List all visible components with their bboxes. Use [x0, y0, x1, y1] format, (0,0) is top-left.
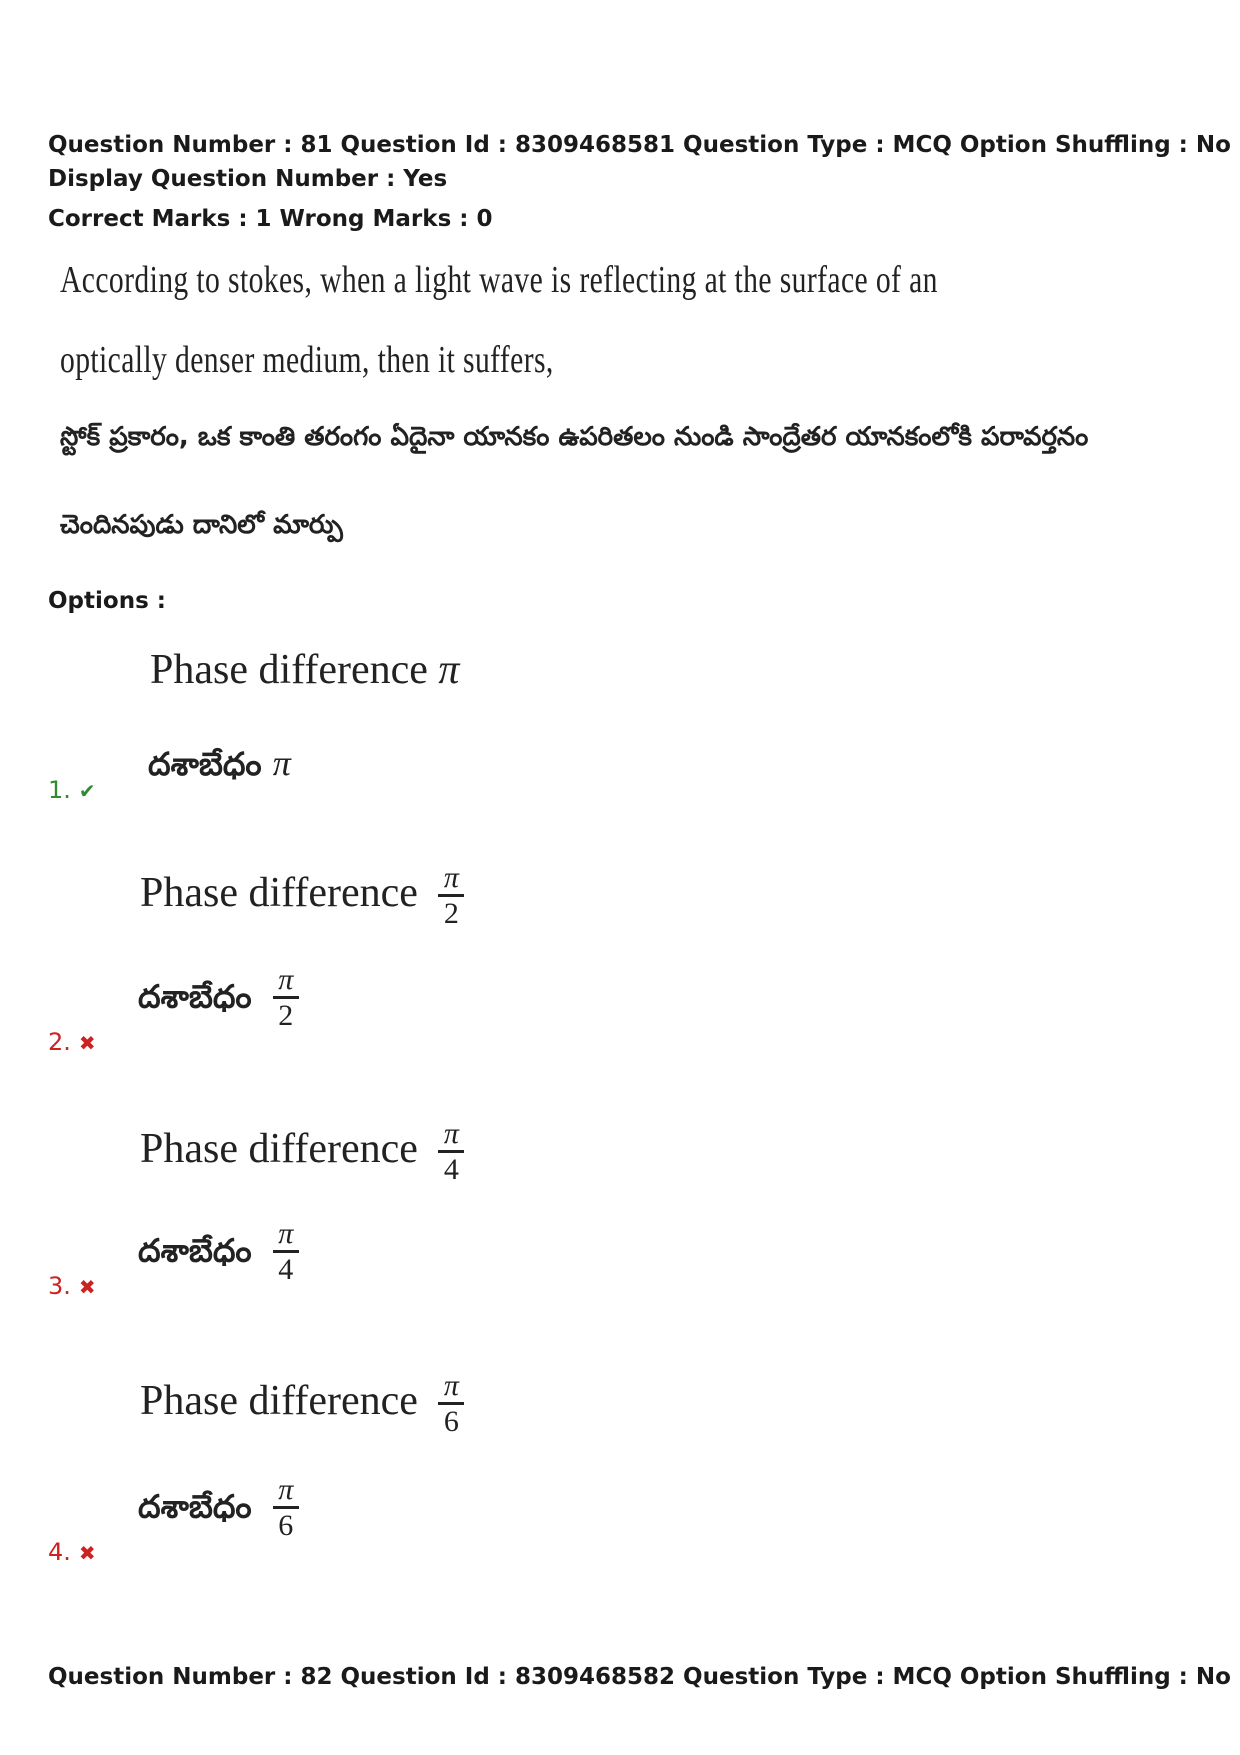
- question-text-te-line1: స్టోక్ ప్రకారం, ఒక కాంతి తరంగం ఏదైనా యానకం ఉపరితలం నుండి సాంద్రేతర యానకంలోకి పరావర్తనం: [60, 422, 1089, 452]
- cross-icon: ✖: [78, 1275, 96, 1299]
- option-3-fraction: $\frac{\pi}{4}$: [438, 1118, 464, 1187]
- option-4-text-en: Phase difference $\frac{\pi}{6}$: [140, 1370, 464, 1439]
- option-1-text-te: దశాబేధం π: [148, 743, 291, 783]
- option-2-fraction: $\frac{\pi}{2}$: [438, 862, 464, 931]
- next-question-header: Question Number : 82 Question Id : 8309468582 Question Type : MCQ Option Shuffling : No: [48, 1664, 1231, 1690]
- cross-icon: ✖: [78, 1031, 96, 1055]
- cross-icon: ✖: [78, 1541, 96, 1565]
- option-3-number: 3. ✖: [48, 1272, 96, 1300]
- option-1-pi: π: [438, 647, 460, 693]
- option-4-fraction: $\frac{\pi}{6}$: [438, 1370, 464, 1439]
- option-4-text-te: దశాబేధం $\frac{\pi}{6}$: [138, 1474, 299, 1543]
- option-4-number: 4. ✖: [48, 1538, 96, 1566]
- display-question-number: Display Question Number : Yes: [48, 166, 448, 192]
- option-2-text-en: Phase difference $\frac{\pi}{2}$: [140, 862, 464, 931]
- question-text-en-line1: According to stokes, when a light wave is reflecting at the surface of an: [60, 259, 938, 301]
- check-icon: ✔: [78, 779, 96, 803]
- option-2-text-te: దశాబేధం $\frac{\pi}{2}$: [138, 964, 299, 1033]
- option-2-te-fraction: $\frac{\pi}{2}$: [273, 964, 299, 1033]
- question-header: Question Number : 81 Question Id : 8309468581 Question Type : MCQ Option Shuffling : No: [48, 132, 1231, 158]
- options-label: Options :: [48, 588, 166, 614]
- option-1-te-pi: π: [272, 743, 291, 783]
- question-text-te-line2: చెందినపుడు దానిలో మార్పు: [60, 510, 343, 540]
- option-3-text-te: దశాబేధం $\frac{\pi}{4}$: [138, 1218, 299, 1287]
- option-1-text-en: Phase difference π: [150, 647, 460, 693]
- option-4-te-fraction: $\frac{\pi}{6}$: [273, 1474, 299, 1543]
- option-3-text-en: Phase difference $\frac{\pi}{4}$: [140, 1118, 464, 1187]
- option-1-number: 1. ✔: [48, 776, 96, 804]
- option-2-number: 2. ✖: [48, 1028, 96, 1056]
- question-text-en-line2: optically denser medium, then it suffers,: [60, 339, 554, 381]
- marks-line: Correct Marks : 1 Wrong Marks : 0: [48, 206, 493, 232]
- option-3-te-fraction: $\frac{\pi}{4}$: [273, 1218, 299, 1287]
